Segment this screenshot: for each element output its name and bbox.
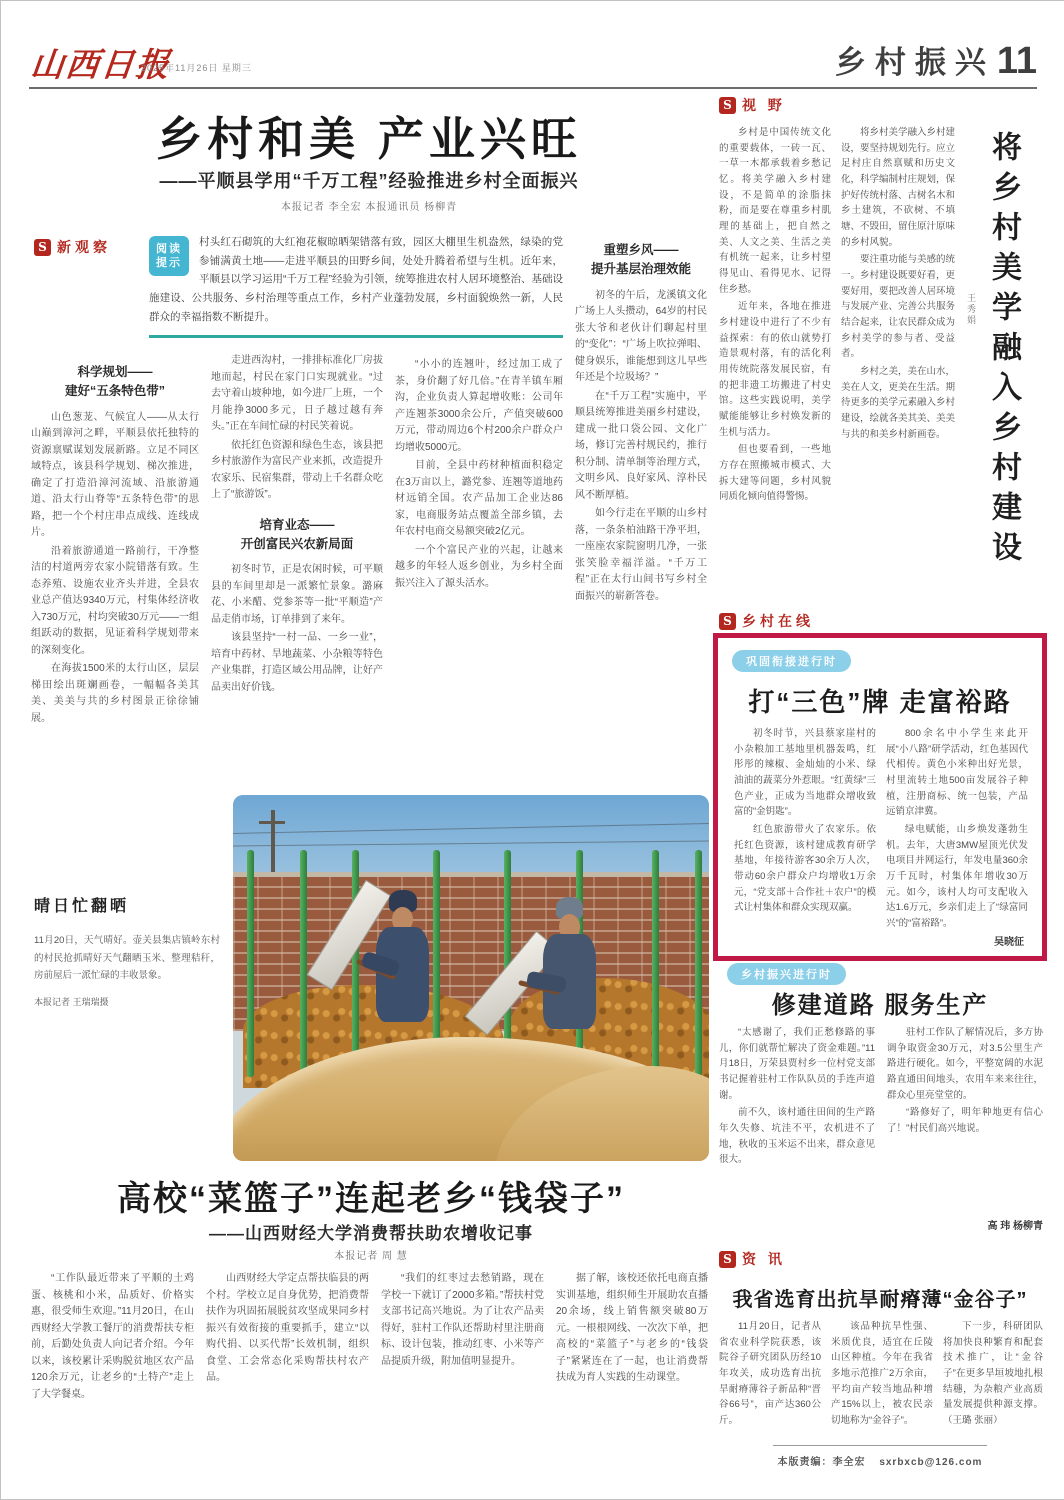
lead-column-1: 科学规划—— 建好“五条特色带” 山色葱茏、气候宜人——从太行山巅到漳河之畔，平顺县依托独特的资源禀赋谋划发展新路。立足不同区域特点，该县科学规划、梯次推进，确定了打造沿漳河流域、沿旅游通道、沿太行山脊等“五条特色带”的思路，把一个个村庄串点成线、连线成片。 沿着旅游通道一路前行，干净整洁的村道两旁农家小院错落有致。生态养殖、设施农业齐头并进，全县农业总产值达9340万元，村集体经济收入730万元，村均突破30万元——一组组跃动的数据，见证着科学规划带来的深刻变化。 在海拔1500米的太行山区，层层梯田绘出斑斓画卷，一幅幅各美其美、美美与共的乡村图景正徐徐铺展。 <box>31 365 199 724</box>
green-fence-post <box>695 850 702 1077</box>
lead-subhead-3: 重塑乡风—— 提升基层治理效能 <box>590 243 691 277</box>
lead-subtitle: ——平顺县学用“千万工程”经验推进乡村全面振兴 <box>159 171 579 191</box>
bottom-column-1: “工作队最近带来了平顺的土鸡蛋、核桃和小米，品质好、价格实惠，很受师生欢迎。”11月20日，在山西财经大学教工餐厅的消费帮扶专柜前，后勤处负责人向记者介绍。今年以来，该校累计采购脱贫地区农产品120余万元，让老乡的“土特产”走上了大学餐桌。 <box>31 1273 194 1400</box>
grain-drying-photo <box>233 795 709 1161</box>
roads-column-a: “太感谢了，我们正愁修路的事儿，你们就帮忙解决了资金难题。”11月18日，万荣县贾村乡一位村党支部书记握着驻村工作队队员的手连声道谢。 前不久，该村通往田间的生产路年久失修、坑洼不平，农机进不了地，秋收的玉米运不出来，群众意见很大。 <box>719 1027 875 1166</box>
lead-intro: 阅读 提示 村头红石砌筑的大红袍花椒晾晒架错落有致，园区大棚里生机盎然，绿染的党参铺满黄土地——走进平顺县的田野乡间，处处升腾着希望与生机。近年来，平顺县以学习运用“千万工程”经验为引领，统筹推进农村人居环境整治、基础设施建设、公共服务、乡村治理等重点工作，乡村产业蓬勃发展，乡村面貌焕然一新，人民群众的幸福指数不断提升。 <box>149 236 563 323</box>
section-logo-icon: S <box>34 239 51 256</box>
shiye-vertical-headline: 将乡村美学融入乡村建设 <box>987 131 1020 571</box>
featured-column-a: 初冬时节，兴县蔡家崖村的小杂粮加工基地里机器轰鸣，红彤彤的辣椒、金灿灿的小米、绿油油的蔬菜分外惹眼。“红黄绿”三色产业，正成为当地群众增收致富的“金钥匙”。 红色旅游带火了农家乐。依托红色资源，该村建成教育研学基地，年接待游客30余万人次，带动60余户群众户均增收1万余元，“党支部＋合作社＋农户”的模式让村集体和群众实现双赢。 <box>734 728 876 914</box>
green-fence-post <box>247 850 254 1077</box>
photo-credit: 本报记者 王瑞瑞摄 <box>34 996 109 1007</box>
masthead-logo: 山西日报 <box>28 45 173 84</box>
roads-author: 高 玮 杨柳青 <box>987 1221 1043 1232</box>
section-online: S 乡村在线 <box>719 611 814 631</box>
edition-header <box>701 37 1037 83</box>
editor-email: sxrbxcb@126.com <box>879 1457 983 1468</box>
shiye-author: 王秀娟 <box>966 293 976 326</box>
lead-column-3: “小小的连翘叶，经过加工成了茶，身价翻了好几倍。”在青羊镇车厢沟，企业负责人算起增收账：公司年产连翘茶3000余公斤，产值突破600万元，带动周边6个村200余户群众户均增收5000元。 目前，全县中药材种植面积稳定在3万亩以上，潞党参、连翘等道地药材远销全国。农产品加工企业达86家，电商服务站点覆盖全部乡镇，去年农村电商交易额突破2亿元。 一个个富民产业的兴起，让越来越多的年轻人返乡创业，为乡村全面振兴注入了源头活水。 <box>395 359 563 589</box>
section-logo-icon: S <box>719 1251 736 1268</box>
power-pole-crossarm <box>259 821 285 824</box>
footer-divider <box>773 1445 987 1446</box>
bottom-column-2: 山西财经大学定点帮扶临县的两个村。学校立足自身优势，把消费帮扶作为巩固拓展脱贫攻坚成果同乡村振兴有效衔接的重要抓手，建立“以购代捐、以买代帮”长效机制，组织食堂、工会常态化采购帮扶村农产品。 <box>206 1273 369 1383</box>
column-badge: 乡村振兴进行时 <box>727 963 846 985</box>
shiye-column-a: 乡村是中国传统文化的重要载体，一砖一瓦、一草一木都承载着乡愁记忆。将美学融入乡村建设，不是简单的涂脂抹粉，而是要在尊重乡村肌理的基础上，把自然之美、人文之美、生活之美有机统一起来，让乡村望得见山、看得见水、记得住乡愁。 近年来，各地在推进乡村建设中进行了不少有益探索：有的依山就势打造景观村落，有的活化利用传统院落发展民宿，有的把非遗工坊搬进了村史馆。这些实践说明，美学赋能能够让乡村焕发新的生机与活力。 但也要看到，一些地方存在照搬城市模式、大拆大建等问题，乡村风貌同质化倾向值得警惕。 <box>719 127 831 503</box>
footer-editor-line: 本版责编：李全宏 sxrbxcb@126.com <box>777 1457 983 1468</box>
lead-subhead-2: 培育业态—— 开创富民兴农新局面 <box>240 517 354 551</box>
header-rule <box>29 87 1037 89</box>
green-fence-post <box>300 850 307 1077</box>
edition-name: 乡村振兴 <box>834 45 995 80</box>
section-zixun: S 资 讯 <box>719 1249 786 1269</box>
roads-headline: 修建道路 服务生产 <box>771 992 989 1019</box>
photo-caption-title: 晴日忙翻晒 <box>34 898 130 915</box>
green-fence-post <box>652 850 659 1077</box>
featured-author: 吴晓征 <box>994 937 1024 948</box>
featured-article-box <box>713 633 1047 961</box>
photo-caption-text: 11月20日，天气晴好。壶关县集店镇岭东村的村民抢抓晴好天气翻晒玉米、整理秸秆，房前屋后一派忙碌的丰收景象。 <box>34 935 220 982</box>
lead-column-2: 走进西沟村，一排排标准化厂房拔地而起，村民在家门口实现就业。“过去守着山坡种地，如今进厂上班，一个月能挣3000多元，日子越过越有奔头。”正在车间忙碌的村民笑着说。 依托红色资源和绿色生态，该县把乡村旅游作为富民产业来抓，改造提升农家乐、民宿集群，带动上千名群众吃上了“旅游饭”。 培育业态—— 开创富民兴农新局面 初冬时节，正是农闲时候，可平顺县的车间里却是一派繁忙景象。潞麻花、小米醋、党参茶等一批“平顺造”产品走俏市场，订单排到了来年。 该县坚持“一村一品、一乡一业”，培育中药材、旱地蔬菜、小杂粮等特色产业集群，打造区域公用品牌，让好产品卖出好价钱。 <box>211 355 383 693</box>
zixun-column-2: 该品种抗旱性强、米质优良，适宜在丘陵山区种植。今年在我省多地示范推广2万余亩，平均亩产较当地品种增产15%以上，被农民亲切地称为“金谷子”。 <box>831 1321 933 1427</box>
bottom-headline: 高校“菜篮子”连起老乡“钱袋子” <box>117 1180 625 1218</box>
page-number: 11 <box>996 40 1037 82</box>
bottom-column-4: 据了解，该校还依托电商直播实训基地，组织师生开展助农直播20余场，线上销售额突破80万元。一根根网线、一次次下单，把高校的“菜篮子”与老乡的“钱袋子”紧紧连在了一起，也让消费帮扶成为育人实践的生动课堂。 <box>556 1273 708 1383</box>
shiye-column-b: 将乡村美学融入乡村建设，要坚持规划先行。应立足村庄自然禀赋和历史文化，科学编制村庄规划，保护好传统村落、古树名木和乡土建筑，不砍树、不填塘、不毁田，留住原汁原味的乡村风貌。 要注重功能与美感的统一。乡村建设既要好看，更要好用，要把改善人居环境与发展产业、完善公共服务结合起来，让农民群众成为乡村美学的参与者、受益者。 乡村之美，美在山水，美在人文，更美在生活。期待更多的美学元素融入乡村建设，绘就各美其美、美美与共的和美乡村新画卷。 <box>841 127 955 440</box>
section-shiye: S 视 野 <box>719 95 786 115</box>
lead-subhead-1: 科学规划—— 建好“五条特色带” <box>64 365 165 399</box>
zixun-headline: 我省选育出抗旱耐瘠薄“金谷子” <box>732 1289 1028 1311</box>
zixun-column-3: 下一步，科研团队将加快良种繁育和配套技术推广，让“金谷子”在更多旱垣坡地扎根结穗，为杂粮产业高质量发展提供种源支撑。（王璐 张丽） <box>943 1321 1043 1427</box>
photo-caption-block <box>34 893 220 1008</box>
zixun-column-1: 11月20日，记者从省农业科学院获悉，该院谷子研究团队历经10年攻关，成功选育出抗旱耐瘠薄谷子新品种“晋谷66号”，亩产达360公斤。 <box>719 1321 821 1427</box>
publication-date: 2025年11月26日 星期三 <box>141 63 252 73</box>
lead-byline: 本报记者 李全宏 本报通讯员 杨柳青 <box>280 202 458 213</box>
lead-headline: 乡村和美 产业兴旺 <box>156 113 582 165</box>
lead-column-4: 重塑乡风—— 提升基层治理效能 初冬的午后，龙溪镇文化广场上人头攒动，64岁的村民张大爷和老伙计们聊起村里的“变化”：“广场上吹拉弹唱、健身娱乐，谁能想到这儿早些年还是个垃圾场？” 在“千万工程”实施中，平顺县统筹推进美丽乡村建设，建成一批口袋公园、文化广场，修订完善村规民约，推行积分制、清单制等治理方式，文明乡风、良好家风、淳朴民风不断厚植。 如今行走在平顺的山乡村落，一条条柏油路干净平坦，一座座农家院窗明几净，一张张笑脸幸福洋溢。“千万工程”正在太行山间书写乡村全面振兴的崭新答卷。 <box>575 243 707 602</box>
intro-divider <box>149 335 563 338</box>
section-logo-icon: S <box>719 613 736 630</box>
bottom-column-3: “我们的红枣过去愁销路，现在学校一下就订了2000多箱。”帮扶村党支部书记高兴地说。为了让农产品卖得好，驻村工作队还帮助村里注册商标、设计包装，推动红枣、小米等产品提质升级，附加值明显提升。 <box>381 1273 544 1367</box>
bottom-byline: 本报记者 周 慧 <box>334 1251 408 1262</box>
column-badge: 巩固衔接进行时 <box>732 650 851 672</box>
section-xinguancha: S 新观察 <box>34 237 111 257</box>
section-logo-icon: S <box>719 97 736 114</box>
roads-column-b: 驻村工作队了解情况后，多方协调争取资金30万元，对3.5公里生产路进行硬化。如今，平整宽阔的水泥路直通田间地头，农用车来来往往，群众心里亮堂堂的。 “路修好了，明年种地更有信心了！”村民们高兴地说。 <box>887 1027 1043 1135</box>
featured-headline: 打“三色”牌 走富裕路 <box>748 687 1012 717</box>
reading-tip-icon: 阅读 提示 <box>149 236 189 276</box>
featured-column-b: 800余名中小学生来此开展“小八路”研学活动，红色基因代代相传。黄色小米种出好光景，村里流转土地500亩发展谷子种植，注册商标、统一包装，产品远销京津冀。 绿电赋能，山乡焕发蓬勃生机。去年，大唐3MW屋顶光伏发电项目并网运行，年发电量360余万千瓦时，村集体年增收30万元。如今，该村人均可支配收入达1.6万元，乡亲们走上了“绿富同兴”的“富裕路”。 <box>886 728 1028 930</box>
bottom-subtitle: ——山西财经大学消费帮扶助农增收记事 <box>209 1224 533 1243</box>
